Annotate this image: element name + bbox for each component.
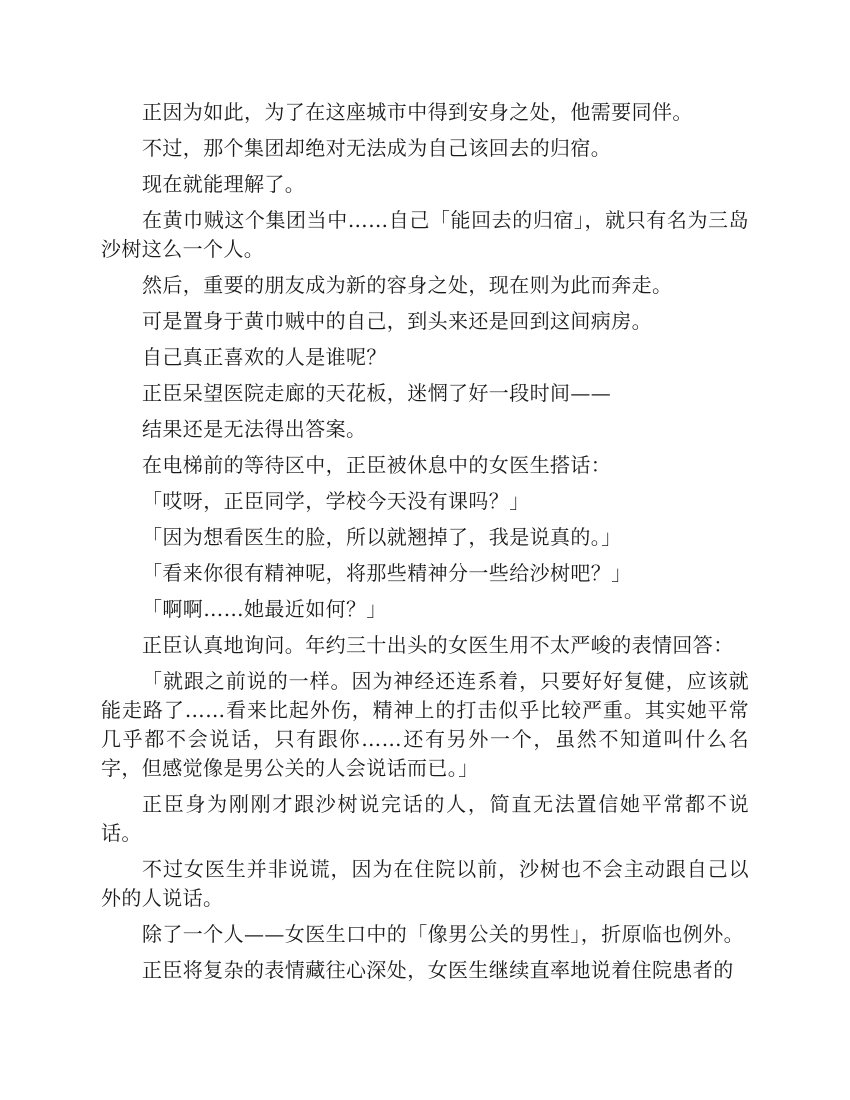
paragraph: 不过女医生并非说谎，因为在住院以前，沙树也不会主动跟自己以外的人说话。	[101, 857, 749, 910]
paragraph: 除了一个人——女医生口中的「像男公关的男性」，折原临也例外。	[142, 922, 744, 946]
document-body	[101, 98, 749, 992]
paragraph: 在黄巾贼这个集团当中……自己「能回去的归宿」，就只有名为三岛沙树这么一个人。	[101, 208, 749, 261]
dialogue-line: 「因为想看医生的脸，所以就翘掉了，我是说真的。」	[142, 525, 622, 549]
dialogue-line: 「哎呀，正臣同学，学校今天没有课吗？」	[142, 489, 530, 513]
paragraph: 正因为如此，为了在这座城市中得到安身之处，他需要同伴。	[142, 100, 693, 124]
paragraph: 现在就能理解了。	[142, 172, 306, 196]
paragraph: 在电梯前的等待区中，正臣被休息中的女医生搭话：	[142, 453, 612, 477]
dialogue-line: 「看来你很有精神呢，将那些精神分一些给沙树吧？」	[142, 561, 632, 585]
paragraph: 正臣呆望医院走廊的天花板，迷惘了好一段时间——	[142, 381, 612, 405]
paragraph: 正臣身为刚刚才跟沙树说完话的人，简直无法置信她平常都不说话。	[101, 792, 749, 845]
paragraph: 自己真正喜欢的人是谁呢？	[142, 345, 387, 369]
dialogue-line: 「就跟之前说的一样。因为神经还连系着，只要好好复健，应该就能走路了……看来比起外伤，精神上的打击似乎比较严重。其实她平常几乎都不会说话，只有跟你……还有另外一个，虽然不知道叫什么名字，但感觉像是男公关的人会说话而已。」	[101, 669, 749, 780]
paragraph: 正臣认真地询问。年约三十出头的女医生用不太严峻的表情回答：	[142, 633, 734, 657]
paragraph: 结果还是无法得出答案。	[142, 417, 367, 441]
paragraph: 可是置身于黄巾贼中的自己，到头来还是回到这间病房。	[142, 309, 652, 333]
paragraph: 正臣将复杂的表情藏往心深处，女医生继续直率地说着住院患者的	[142, 958, 734, 982]
dialogue-line: 「啊啊……她最近如何？」	[142, 597, 387, 621]
paragraph: 不过，那个集团却绝对无法成为自己该回去的归宿。	[142, 136, 612, 160]
paragraph: 然后，重要的朋友成为新的容身之处，现在则为此而奔走。	[142, 273, 673, 297]
